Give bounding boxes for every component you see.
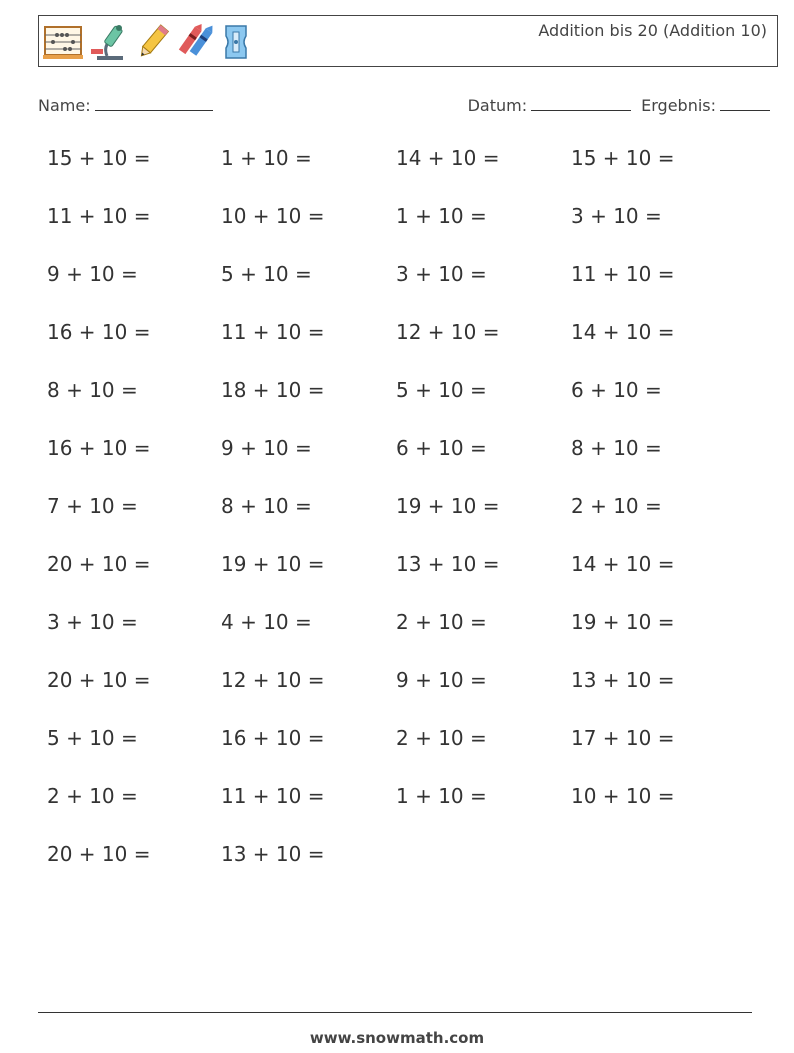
problem: 13 + 10 =: [221, 842, 325, 866]
problem-row: [47, 842, 747, 900]
problem: 19 + 10 =: [571, 610, 675, 634]
problem-row: [47, 668, 747, 726]
problem: 5 + 10 =: [47, 726, 138, 750]
problem: 9 + 10 =: [396, 668, 487, 692]
problem-row: [47, 726, 747, 784]
problem: 6 + 10 =: [571, 378, 662, 402]
problem: 20 + 10 =: [47, 668, 151, 692]
problem: 1 + 10 =: [396, 784, 487, 808]
problem: 12 + 10 =: [396, 320, 500, 344]
microscope-icon: [89, 22, 129, 62]
problem: 5 + 10 =: [221, 262, 312, 286]
problem: 19 + 10 =: [221, 552, 325, 576]
problem: 14 + 10 =: [571, 552, 675, 576]
header-icons: [43, 20, 251, 64]
problem: 19 + 10 =: [396, 494, 500, 518]
problem-row: [47, 320, 747, 378]
problem-row: [47, 784, 747, 842]
problem: 16 + 10 =: [221, 726, 325, 750]
problem: 11 + 10 =: [571, 262, 675, 286]
worksheet-header: [38, 15, 778, 67]
problem: 13 + 10 =: [571, 668, 675, 692]
problem: 11 + 10 =: [221, 320, 325, 344]
problem: 3 + 10 =: [396, 262, 487, 286]
problem: 5 + 10 =: [396, 378, 487, 402]
problem: 14 + 10 =: [396, 146, 500, 170]
name-blank[interactable]: [95, 94, 213, 111]
problem-row: [47, 552, 747, 610]
problem: 3 + 10 =: [571, 204, 662, 228]
problem: 16 + 10 =: [47, 320, 151, 344]
problem: 9 + 10 =: [47, 262, 138, 286]
problem: 17 + 10 =: [571, 726, 675, 750]
problem-row: [47, 204, 747, 262]
sharpener-icon: [221, 22, 251, 62]
problem: 14 + 10 =: [571, 320, 675, 344]
problem-grid: [47, 146, 747, 900]
date-label: Datum:: [467, 96, 528, 115]
problem-row: [47, 146, 747, 204]
name-label: Name:: [38, 96, 91, 115]
problem: 20 + 10 =: [47, 552, 151, 576]
problem: 3 + 10 =: [47, 610, 138, 634]
score-label: Ergebnis:: [641, 96, 716, 115]
problem-row: [47, 378, 747, 436]
problem: 15 + 10 =: [47, 146, 151, 170]
worksheet-title: Addition bis 20 (Addition 10): [538, 21, 767, 40]
problem: 1 + 10 =: [396, 204, 487, 228]
problem-row: [47, 262, 747, 320]
problem: 11 + 10 =: [221, 784, 325, 808]
name-field: [38, 94, 213, 115]
date-score-fields: [468, 94, 770, 115]
problem-row: [47, 610, 747, 668]
problem: 4 + 10 =: [221, 610, 312, 634]
crayons-icon: [177, 22, 215, 62]
problem: 2 + 10 =: [47, 784, 138, 808]
problem: 16 + 10 =: [47, 436, 151, 460]
problem: 8 + 10 =: [221, 494, 312, 518]
abacus-icon: [43, 23, 83, 61]
problem: 13 + 10 =: [396, 552, 500, 576]
problem: 2 + 10 =: [571, 494, 662, 518]
problem: 11 + 10 =: [47, 204, 151, 228]
problem: 10 + 10 =: [221, 204, 325, 228]
problem-row: [47, 494, 747, 552]
problem: 9 + 10 =: [221, 436, 312, 460]
footer-url[interactable]: www.snowmath.com: [309, 1029, 485, 1047]
problem: 15 + 10 =: [571, 146, 675, 170]
problem: 20 + 10 =: [47, 842, 151, 866]
problem: 8 + 10 =: [47, 378, 138, 402]
problem: 12 + 10 =: [221, 668, 325, 692]
date-blank[interactable]: [531, 94, 631, 111]
problem: 2 + 10 =: [396, 726, 487, 750]
score-blank[interactable]: [720, 94, 770, 111]
problem: 18 + 10 =: [221, 378, 325, 402]
student-info-row: [38, 94, 770, 118]
pencil-icon: [135, 22, 171, 62]
problem-row: [47, 436, 747, 494]
problem: 1 + 10 =: [221, 146, 312, 170]
problem: 2 + 10 =: [396, 610, 487, 634]
problem: 6 + 10 =: [396, 436, 487, 460]
problem: 8 + 10 =: [571, 436, 662, 460]
footer-divider: [38, 1012, 752, 1013]
problem: 7 + 10 =: [47, 494, 138, 518]
problem: 10 + 10 =: [571, 784, 675, 808]
